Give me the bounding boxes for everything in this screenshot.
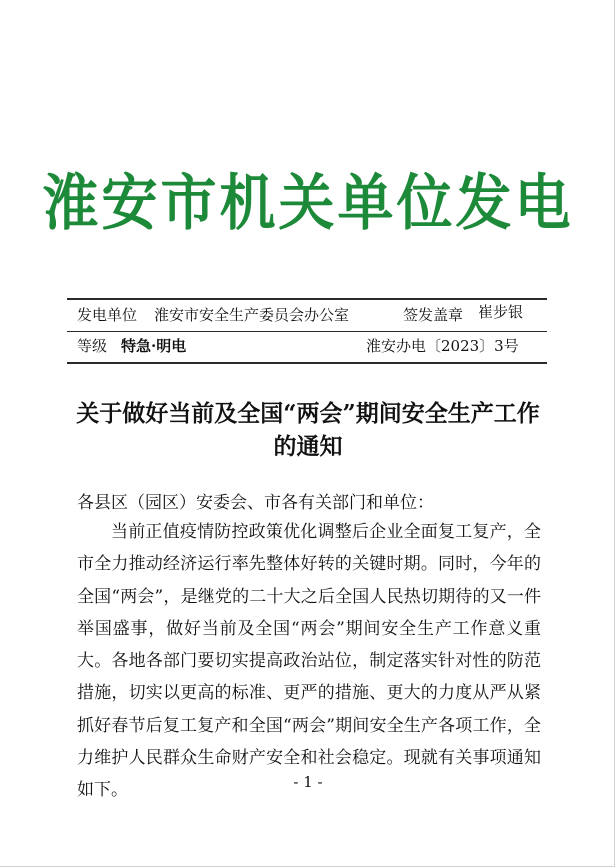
page-number: - 1 - xyxy=(293,773,323,791)
notice-title-line-1: 关于做好当前及全国“两会”期间安全生产工作 xyxy=(76,400,540,427)
notice-title-line-2: 的通知 xyxy=(273,433,343,460)
notice-title xyxy=(0,397,616,463)
header-rule-bottom xyxy=(67,362,547,364)
issuer-value: 淮安市安全生产委员会办公室 xyxy=(154,306,350,324)
header-rule-middle xyxy=(67,331,547,332)
issuer-label: 发电单位 xyxy=(77,306,138,324)
approver-label: 签发盖章 xyxy=(403,306,464,324)
level-label: 等级 xyxy=(77,337,108,355)
masthead-title: 淮安市机关单位发电 xyxy=(42,168,574,239)
document-number: 淮安办电〔2023〕3号 xyxy=(366,337,519,355)
body-paragraph: 当前正值疫情防控政策优化调整后企业全面复工复产，全市全力推动经济运行率先整体好转的关键时期。同时，今年的全国“两会”，是继党的二十大之后全国人民热切期待的又一件举国盛事，做好当前及全国“两会”期间安全生产工作意义重大。各地各部门要切实提高政治站位，制定落实针对性的防范措施，切实以更高的标准、更严的措施、更大的力度从严从紧抓好春节后复工复产和全国“两会”期间安全生产各项工作，全力维护人民群众生命财产安全和社会稳定。现就有关事项通知如下。 xyxy=(77,522,541,801)
level-value: 特急·明电 xyxy=(121,337,187,355)
approver-signature: 崔步银 xyxy=(478,303,524,321)
salutation: 各县区（园区）安委会、市各有关部门和单位： xyxy=(77,493,434,513)
header-rule-top xyxy=(67,298,547,300)
